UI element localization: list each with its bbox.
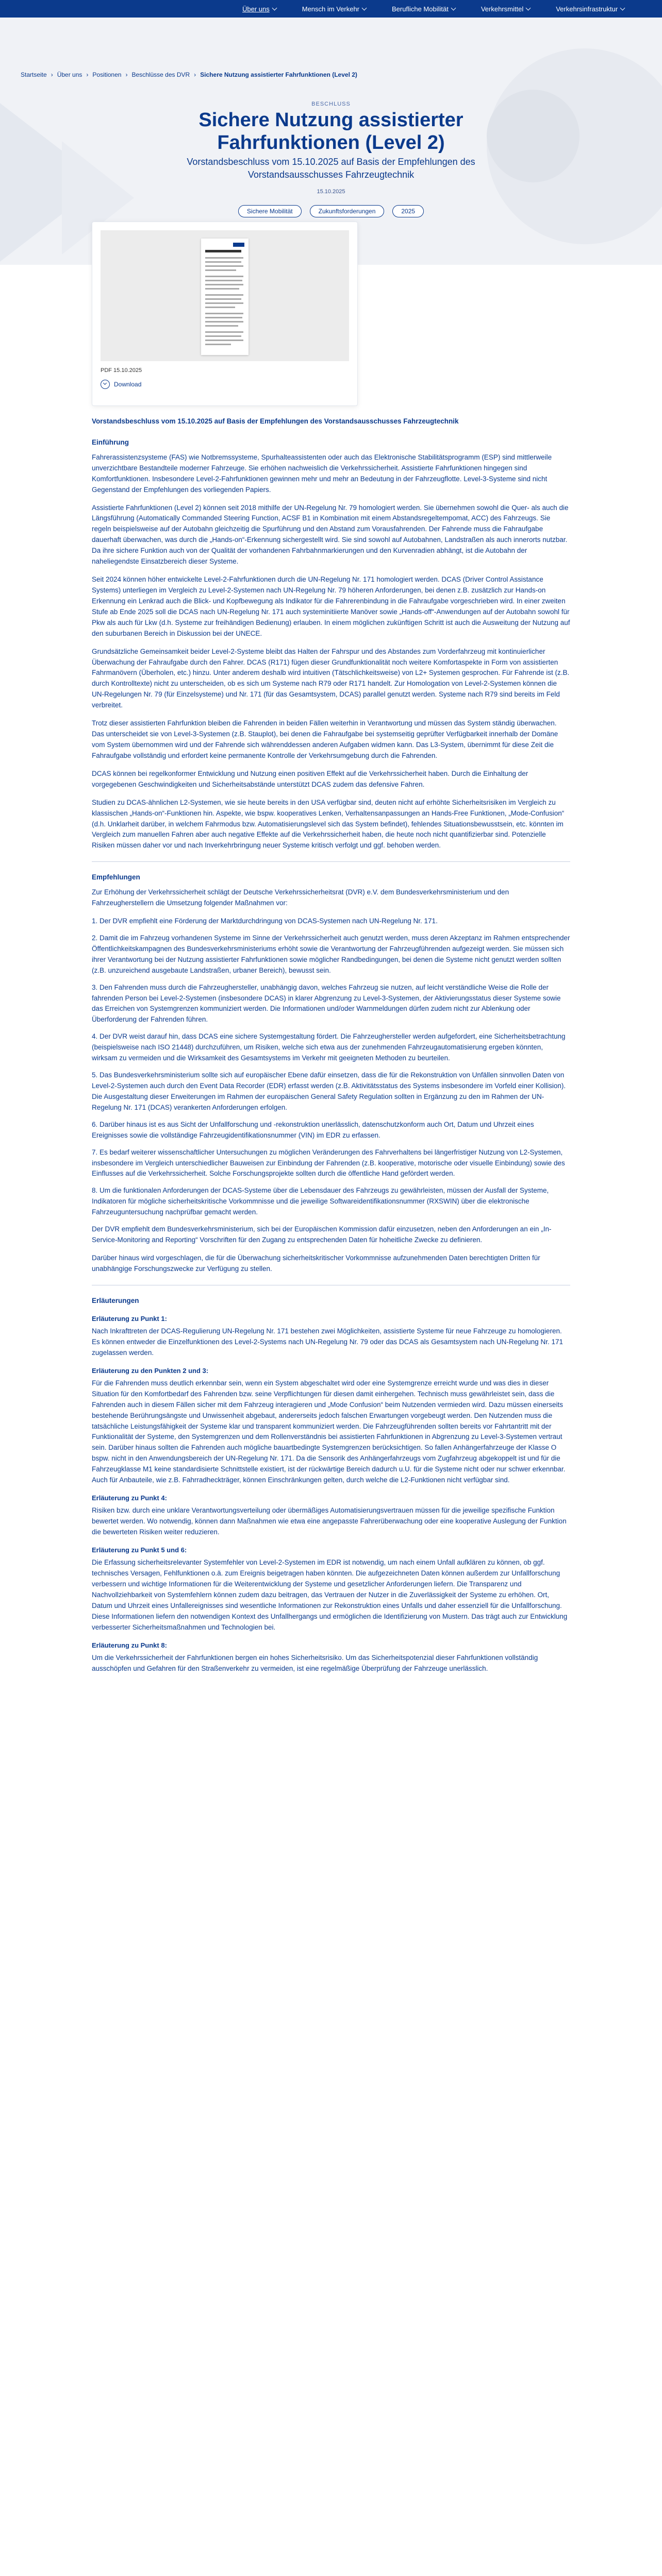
dvr-logo (233, 243, 244, 247)
document-thumbnail (201, 239, 249, 355)
page-title (0, 109, 662, 154)
chevron-down-icon (526, 5, 531, 10)
paragraph: Darüber hinaus wird vorgeschlagen, die für die Überwachung sicherheitskritischer Vorkommnisse aufzunehmenden Daten berechtigten Dritten für unabhängige Forschungszwecke zur Verfügung zu stellen. (92, 1254, 540, 1273)
paragraph: Studien zu DCAS-ähnlichen L2-Systemen, wie sie heute bereits in den USA verfügbar sind, deuten nicht auf erhöhte Sicherheitsrisiken im Vergleich zu klassischen „Hands-on“-Funktionen hin. Aspekte, wie bspw. kooperatives Lenken, Verhaltensanpassungen an Hands-Free Funktionen, „Mode-Confusion“ (d.h. Unklarheit darüber, in welchem Fahrmodus bzw. Automatisierungslevel sich das System befindet), fehlendes Situationsbewusstsein, etc. könnten im Vergleich zum manuellen Fahren aber auch negative Effekte auf die Verkehrssicherheit haben, die heute noch nicht quantifizierbar sind. Potenzielle Risiken müssen daher vor und nach Inverkehrbringung neuer Systeme kritisch verfolgt und ggf. behoben werden. (92, 798, 565, 850)
paragraph: Grundsätzliche Gemeinsamkeit beider Level-2-Systeme bleibt das Halten der Fahrspur und des Abstandes zum Vorderfahrzeug mit kontinuierlicher Überwachung der Fahraufgabe durch den Fahrer. DCAS (R171) fügen dieser Grundfunktionalität noch weitere Komfortaspekte in Form von assistierten Fahrmanövern (Überholen, etc.) hinzu. Unter anderem deshalb wird intuitiven (Tätschlichkeitsweise) von L2+ Systemen gesprochen. Für Fahrende ist (z.B. durch Kontrolltexte) nicht zu unterscheiden, ob es sich um Systeme nach R79 oder R171 handelt. Zur Homologation von Level-2-Systemen können die UN-Regelungen Nr. 79 (für Einzelsysteme) und Nr. 171 (für das Gesamtsystem, DCAS) parallel genutzt werden. Systeme nach R79 sind bereits im Feld verbreitet. (92, 647, 570, 709)
file-info: PDF 15.10.2025 (101, 367, 142, 374)
chevron-right-icon: › (125, 71, 128, 78)
paragraph: Seit 2024 können höher entwickelte Level-2-Fahrfunktionen durch die UN-Regelung Nr. 171 homologiert werden. DCAS (Driver Control Assistance Systems) unterliegen im Vergleich zu Level-2-Systemen nach UN-Regelung Nr. 79 höheren Anforderungen, bei denen z.B. zusätzlich zur Hands-on Erkennung ein Lenkrad auch die Blick- und Kopfbewegung als Indikator für die Fahrerenbindung in die Fahraufgabe vorgeschrieben wird. In einer zweiten Stufe ab Ende 2025 soll die DCAS nach UN-Regelung Nr. 171 auch systeminitiierte Manöver sowie „Hands-off“-Anwendungen auf der Autobahn sowohl für Pkw als auch für Lkw (d.h. Systeme zur freihändigen Bedienung) erlauben. In einem möglichen zukünftigen Schritt ist auch die Ausweitung der Nutzung auf den suburbanen Bereich in Diskussion bei der UNECE. (92, 575, 570, 637)
page-subtitle-line: Vorstandsausschusses Fahrzeugtechnik (247, 170, 415, 180)
explanation-heading: Erläuterung zu Punkt 1: (92, 1314, 167, 1323)
explanation-text: Nach Inkrafttreten der DCAS-Regulierung UN-Regelung Nr. 171 bestehen zwei Möglichkeiten, assistierte Systeme für neue Fahrzeuge zu homologieren. Es können entweder die Einzelfunktionen des Level-2-Systems nach UN-Regelung Nr. 79 oder das DCAS als Gesamtsystem nach UN-Regelung Nr. 171 zugelassen werden. (92, 1327, 563, 1357)
recommendation-item: 3. Den Fahrenden muss durch die Fahrzeughersteller, unabhängig davon, welches Fahrzeug sie nutzen, auf leicht verständliche Weise die Rolle der fahrenden Person bei Level-2-Systemen (insbesondere DCAS) in klarer Abgrenzung zu Level-3-Systemen, der Aktivierungsstatus dieser Systeme sowie das Erreichen von Systemgrenzen kommuniziert werden. Die Informationen und/oder Warnmeldungen dürfen zudem nicht zur Ablenkung oder Überforderung der Fahrenden führen. (92, 983, 561, 1024)
recommendation-item: 2. Damit die im Fahrzeug vorhandenen Systeme im Sinne der Verkehrssicherheit auch genutzt werden, muss deren Akzeptanz im Rahmen entsprechender Öffentlichkeitskampagnen des Bundesverkehrsministeriums erhöht sowie die Verantwortung der Fahrzeugführenden aufgezeigt werden. Sie müssen sich ihrer Verantwortung bei der Nutzung assistierter Fahrfunktionen sowie möglicher Randbedingungen, bei denen die Systeme nicht genutzt werden sollten (z.B. unzureichend ausgebaute Landstraßen, urbaner Bereich), bewusst sein. (92, 934, 570, 974)
page-title-line: Sichere Nutzung assistierter (198, 109, 464, 131)
chevron-right-icon: › (194, 71, 196, 78)
chevron-down-icon (362, 5, 367, 10)
recommendation-item: 5. Das Bundesverkehrsministerium sollte sich auf europäischer Ebene dafür einsetzen, dass die für die Rekonstruktion von Unfällen sinnvollen Daten von Level-2-Systemen auch durch den Event Data Recorder (EDR) erfasst werden (z.B. Aktivitätsstatus des Systems insbesondere im Vorfeld einer Kollision). Die Ausgestaltung dieser Erweiterungen im Rahmen der europäischen General Safety Regulation sollten in Ergänzung zu den im Rahmen der UN-Regelung Nr. 171 (DCAS) verankerten Anforderungen erfolgen. (92, 1071, 566, 1111)
explanation-heading: Erläuterung zu Punkt 4: (92, 1494, 167, 1502)
breadcrumb (21, 71, 357, 78)
breadcrumb-link[interactable]: Positionen (92, 71, 122, 78)
explanation-heading: Erläuterung zu Punkt 5 und 6: (92, 1546, 187, 1554)
document-title-line (205, 250, 241, 252)
recommendation-item: 7. Es bedarf weiterer wissenschaftlicher Untersuchungen zu möglichen Veränderungen des Fahrverhaltens bei längerfristiger Nutzung von L2-Systemen, insbesondere im Vergleich unterschiedlicher Bauweisen zur Einbindung der Fahrenden (z.B. kooperative, motorische oder visuelle Einbindung) sowie des Einflusses auf die Verkehrssicherheit. Solche Forschungsprojekte sollten durch die öffentliche Hand gefördert werden. (92, 1148, 565, 1178)
nav-item-berufliche-mobilitaet[interactable] (392, 5, 455, 13)
paragraph: Trotz dieser assistierten Fahrfunktion bleiben die Fahrenden in beiden Fällen weiterhin in Verantwortung und müssen das System ständig überwachen. Das unterscheidet sie von Level-3-Systemen (z.B. Stauplot), bei denen die Fahraufgabe bei systemseitig geprüfter Verfügbarkeit innerhalb der Domäne vom System übernommen wird und der Fahrende sich währenddessen anderen Aufgaben widmen kann. Das L3-System, übernimmt für diese Zeit die Fahraufgabe vollständig und erfordert keine permanente Kontrolle der Verkehrsumgebung durch die Fahrenden. (92, 719, 558, 759)
content-type-label: BESCHLUSS (311, 101, 351, 107)
nav-label: Verkehrsinfrastruktur (556, 5, 618, 13)
page-subtitle-line: Vorstandsbeschluss vom 15.10.2025 auf Basis der Empfehlungen des (187, 157, 475, 167)
paragraph: Fahrerassistenzsysteme (FAS) wie Notbremssysteme, Spurhalteassistenten oder auch das Elektronische Stabilitätsprogramm (ESP) sind mittlerweile unverzichtbare Bestandteile moderner Fahrzeuge. Sie erhöhen nachweislich die Verkehrssicherheit. Assistierte Fahrfunktionen hingegen sind Komfortfunktionen. Insbesondere Level-2-Fahrfunktionen gewinnen mehr und mehr an Bedeutung in der Fahrzeugflotte. Level-3-Systeme sind nicht Gegenstand der Empfehlungen des vorliegenden Papiers. (92, 453, 552, 494)
recommendation-item: 1. Der DVR empfiehlt eine Förderung der Marktdurchdringung von DCAS-Systemen nach UN-Regelung Nr. 171. (92, 917, 438, 925)
explanation-heading: Erläuterung zu Punkt 8: (92, 1641, 167, 1649)
tag-list (0, 205, 662, 217)
download-button[interactable] (101, 380, 141, 389)
explanation-text: Für die Fahrenden muss deutlich erkennbar sein, wenn ein System abgeschaltet wird oder eine Systemgrenze erreicht wurde und was dies in dieser Situation für den Komfortbedarf des Fahrenden bzw. seine Verpflichtungen für diesen damit einhergehen. Technisch muss gewährleistet sein, dass die Fahrenden auch in diesem Fällen sicher mit dem Fahrzeug interagieren und „Mode Confusion“ beim Nutzenden vermieden wird. Dazu müssen einerseits bestehende Berührungsängste und Unwissenheit abgebaut, andererseits jedoch falschen Erwartungen vorgebeugt werden. Den Nutzenden muss die tatsächliche Leistungsfähigkeit der Systeme klar und transparent kommuniziert werden. Die Fahrzeugführenden sollten bereits vor Fahrtantritt mit der Funktionalität der Systeme, den Systemgrenzen und dem Rollenverständnis bei assistierten Fahrfunktionen in Abgrenzung zu Level-3-Systemen vertraut sein. Darüber hinaus sollten die Fahrenden auch mögliche bauartbedingte Systemgrenzen berücksichtigen. So fallen Anhängerfahrzeuge der Klasse O bspw. nicht in den Anwendungsbereich der UN-Regelung Nr. 171. Da die Sensorik des Anhängerfahrzeugs vom Zugfahrzeug abgekoppelt ist und für die Fahrzeugklasse M1 keine standardisierte Schnittstelle existiert, ist der rückwärtige Bereich dadurch u.U. für die Systeme nicht oder nur schwer erkennbar. Auch für Anbauteile, wie z.B. Fahrradheckträger, können Einschränkungen gelten, durch welche die L2-Funktionen nicht verfügbar sind. (92, 1379, 566, 1484)
paragraph: Der DVR empfiehlt dem Bundesverkehrsministerium, sich bei der Europäischen Kommission dafür einzusetzen, neben den Anforderungen an ein „In-Service-Monitoring and Reporting“ Vorschriften für den Zugang zu entsprechenden Daten für hoheitliche Zwecke zu definieren. (92, 1225, 552, 1244)
explanation-text: Um die Verkehrssicherheit der Fahrfunktionen bergen ein hohes Sicherheitsrisiko. Um das Sicherheitspotenzial dieser Fahrfunktionen vollständig ausschöpfen und Gefahren für den Straßenverkehr zu vermeiden, ist eine regelmäßige Überprüfung der Fahrzeuge unerlässlich. (92, 1653, 538, 1672)
paragraph: Assistierte Fahrfunktionen (Level 2) können seit 2018 mithilfe der UN-Regelung Nr. 79 homologiert werden. Sie übernehmen sowohl die Quer- als auch die Längsführung (Automatically Commanded Steering Function, ACSF B1 in Kombination mit einem Abstandsregeltempomat, ACC) des Fahrzeugs. Sie regeln beispielsweise auf der Autobahn gleichzeitig die Spurführung und den Abstand zum Vorausfahrenden. Der Fahrende muss die Fahraufgabe dauerhaft überwachen, was durch die „Hands-on“-Erkennung sichergestellt wird. Sie sind sowohl auf Autobahnen, Landstraßen als auch innerorts nutzbar. Da ihre sichere Funktion auch von der Qualität der vorhandenen Fahrbahnmarkierungen und den Kurvenradien abhängt, ist die Autobahn der naheliegendste Einsatzbereich dieser Systeme. (92, 503, 569, 566)
explanation-heading: Erläuterung zu den Punkten 2 und 3: (92, 1366, 209, 1375)
nav-item-verkehrsinfrastruktur[interactable] (556, 5, 624, 13)
tag-sichere-mobilitaet[interactable]: Sichere Mobilität (238, 205, 302, 217)
section-heading-empfehlungen: Empfehlungen (92, 873, 140, 882)
top-navigation (0, 0, 662, 18)
section-heading-einfuehrung: Einführung (92, 438, 129, 446)
publish-date: 15.10.2025 (317, 189, 345, 195)
page-subtitle (0, 156, 662, 181)
chevron-down-icon (272, 5, 277, 10)
nav-label: Mensch im Verkehr (302, 5, 360, 13)
article-lead: Vorstandsbeschluss vom 15.10.2025 auf Basis der Empfehlungen des Vorstandsausschusses Fahrzeugtechnik (92, 417, 459, 425)
recommendation-item: 4. Der DVR weist darauf hin, dass DCAS eine sichere Systemgestaltung fördert. Die Fahrzeughersteller werden aufgefordert, eine Sicherheitsbetrachtung (beispielsweise nach ISO 21448) durchzuführen, um Risiken, welche sich etwa aus der zunehmenden Fahrzeugautomatisierung ergeben könnten, wirksam zu vermeiden und die Wirksamkeit des Gesamtsystems im Verkehr mit geeigneten Methoden zu beurteilen. (92, 1032, 566, 1062)
chevron-down-icon (620, 5, 625, 10)
breadcrumb-link[interactable]: Startseite (21, 71, 47, 78)
pdf-preview[interactable] (101, 230, 349, 361)
breadcrumb-link[interactable]: Beschlüsse des DVR (131, 71, 190, 78)
chevron-right-icon: › (86, 71, 89, 78)
paragraph: DCAS können bei regelkonformer Entwicklung und Nutzung einen positiven Effekt auf die Verkehrssicherheit haben. Durch die Einhaltung der vorgegebenen Geschwindigkeiten und Sicherheitsabstände unterstützt DCAS zudem das defensive Fahren. (92, 769, 528, 788)
download-icon (101, 380, 110, 389)
nav-item-verkehrsmittel[interactable] (481, 5, 530, 13)
nav-label: Verkehrsmittel (481, 5, 524, 13)
article-body (92, 416, 570, 1682)
breadcrumb-current: Sichere Nutzung assistierter Fahrfunktionen (Level 2) (200, 71, 357, 78)
explanation-text: Die Erfassung sicherheitsrelevanter Systemfehler von Level-2-Systemen im EDR ist notwendig, um nach einem Unfall aufklären zu können, ob ggf. technisches Versagen, Fehlfunktionen o.ä. zum Ereignis beigetragen haben könnten. Die aufgezeichneten Daten können außerdem zur Unfallforschung verbessern und wichtige Informationen für die Weiterentwicklung der Systeme und gesetzlicher Anforderungen liefern. Die Transparenz und Nachvollziehbarkeit von Systemfehlern können zudem dazu beitragen, das Vertrauen der Nutzer in die Zuverlässigkeit der Systeme zu erhöhen. Ort, Datum und Uhrzeit eines Unfallereignisses sind wesentliche Informationen zur Rekonstruktion eines Unfalls und daher essenziell für die Unfallforschung. Diese Informationen liefern den notwendigen Kontext des Unfallhergangs und ermöglichen die Identifizierung von Mustern. Das trägt auch zur Entwicklung verbesserter Sicherheitsmaßnahmen und Technologien bei. (92, 1558, 568, 1631)
divider (92, 861, 570, 862)
download-label: Download (114, 381, 142, 388)
nav-label: Über uns (242, 5, 270, 13)
tag-zukunftsforderungen[interactable]: Zukunftsforderungen (310, 205, 385, 217)
chevron-down-icon (451, 5, 456, 10)
section-heading-erlaeuterungen: Erläuterungen (92, 1296, 139, 1304)
nav-label: Berufliche Mobilität (392, 5, 449, 13)
paragraph: Zur Erhöhung der Verkehrssicherheit schlägt der Deutsche Verkehrssicherheitsrat (DVR) e.V. dem Bundesverkehrsministerium und den Fahrzeugherstellern die Umsetzung folgender Maßnahmen vor: (92, 888, 509, 907)
chevron-right-icon: › (51, 71, 53, 78)
nav-item-ueber-uns[interactable] (242, 5, 276, 13)
page-title-line: Fahrfunktionen (Level 2) (217, 131, 445, 154)
breadcrumb-link[interactable]: Über uns (57, 71, 82, 78)
nav-item-mensch-im-verkehr[interactable] (302, 5, 366, 13)
download-card (92, 222, 358, 406)
recommendation-item: 6. Darüber hinaus ist es aus Sicht der Unfallforschung und -rekonstruktion unerlässlich, datenschutzkonform auch Ort, Datum und Uhrzeit eines Ereignisses sowie die vollständige Fahrzeugidentifikationsnummer (VIN) im EDR zu erfassen. (92, 1120, 534, 1139)
recommendation-item: 8. Um die funktionalen Anforderungen der DCAS-Systeme über die Lebensdauer des Fahrzeugs zu gewährleisten, müssen der Ausfall der Systeme, Indikatoren für mögliche sicherheitskritische Vorkommnisse und die jeweilige Softwareidentifikationsnummer (RXSWIN) über die elektronische Fahrzeuguntersuchung nachprüfbar gemacht werden. (92, 1187, 549, 1216)
tag-year[interactable]: 2025 (392, 205, 424, 217)
explanation-text: Risiken bzw. durch eine unklare Verantwortungsverteilung oder übermäßiges Automatisierungsvertrauen müssen für die jeweilige spezifische Funktion bewertet werden. Wo notwendig, können dann Maßnahmen wie etwa eine angepasste Fahrerüberwachung oder eine kooperative Auslegung der Funktion die bewerteten Risiken weiter reduzieren. (92, 1506, 567, 1536)
